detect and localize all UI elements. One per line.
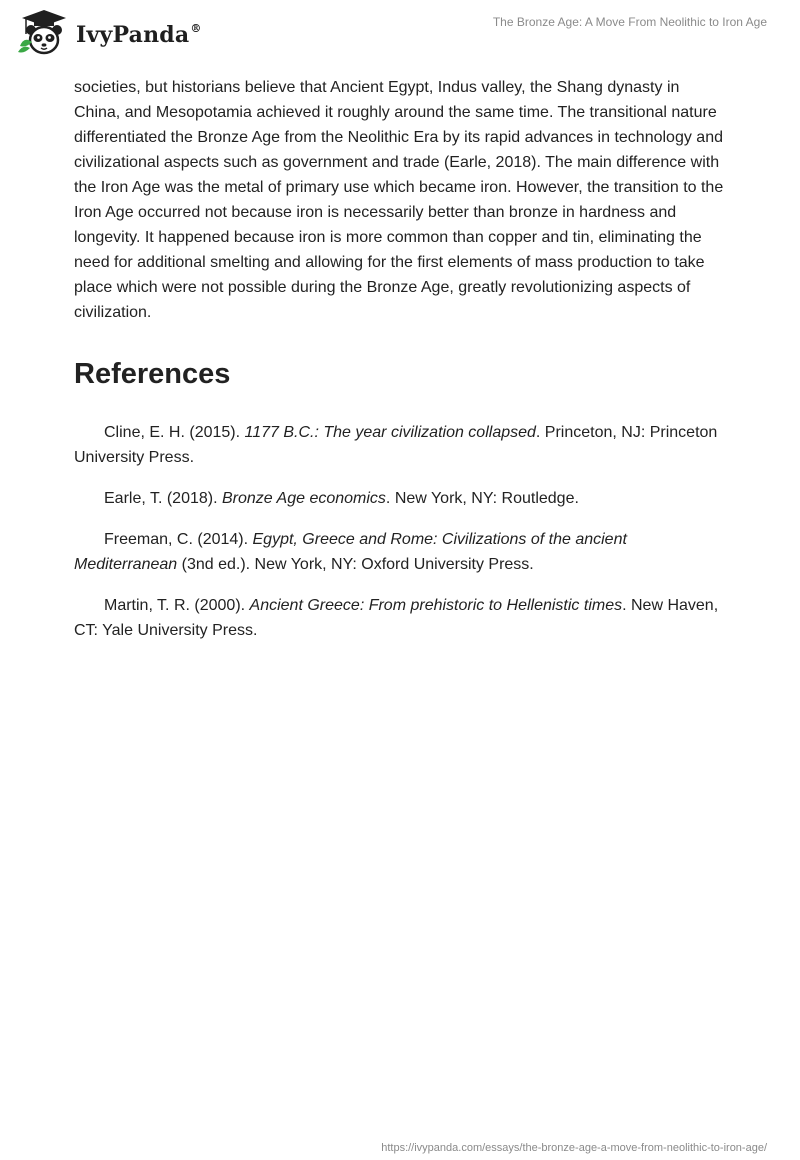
document-title: The Bronze Age: A Move From Neolithic to Iron Age	[492, 15, 767, 29]
ivypanda-logo[interactable]	[14, 8, 202, 58]
panda-graduate-icon	[14, 8, 74, 58]
reference-item-martin: Martin, T. R. (2000). Ancient Greece: From prehistoric to Hellenistic times. New Haven, CT: Yale University Press.	[74, 597, 719, 639]
body-paragraph: societies, but historians believe that Ancient Egypt, Indus valley, the Shang dynasty in China, and Mesopotamia achieved it roughly around the same time. The transitional nature differentiated the Bronze Age from the Neolithic Era by its rapid advances in technology and civilizational aspects such as government and trade (Earle, 2018). The main difference with the Iron Age was the metal of primary use which became iron. However, the transition to the Iron Age occurred not because iron is necessarily better than bronze in hardness and longevity. It happened because iron is more common than copper and tin, eliminating the need for additional smelting and allowing for the first elements of mass production to take place which were not possible during the Bronze Age, greatly revolutionizing aspects of civilization.	[74, 79, 724, 321]
essay-content	[74, 75, 730, 643]
reference-item-freeman: Freeman, C. (2014). Egypt, Greece and Rome: Civilizations of the ancient Mediterranean (3nd ed.). New York, NY: Oxford University Press.	[74, 531, 627, 573]
reference-item-cline: Cline, E. H. (2015). 1177 B.C.: The year civilization collapsed. Princeton, NJ: Princeton University Press.	[74, 424, 718, 466]
source-url-link[interactable]: https://ivypanda.com/essays/the-bronze-age-a-move-from-neolithic-to-iron-age/	[381, 1142, 767, 1154]
reference-item-earle: Earle, T. (2018). Bronze Age economics. New York, NY: Routledge.	[104, 490, 579, 507]
logo-wordmark: IvyPanda®	[76, 22, 202, 48]
page-header	[0, 0, 800, 64]
references-heading: References	[74, 358, 231, 390]
